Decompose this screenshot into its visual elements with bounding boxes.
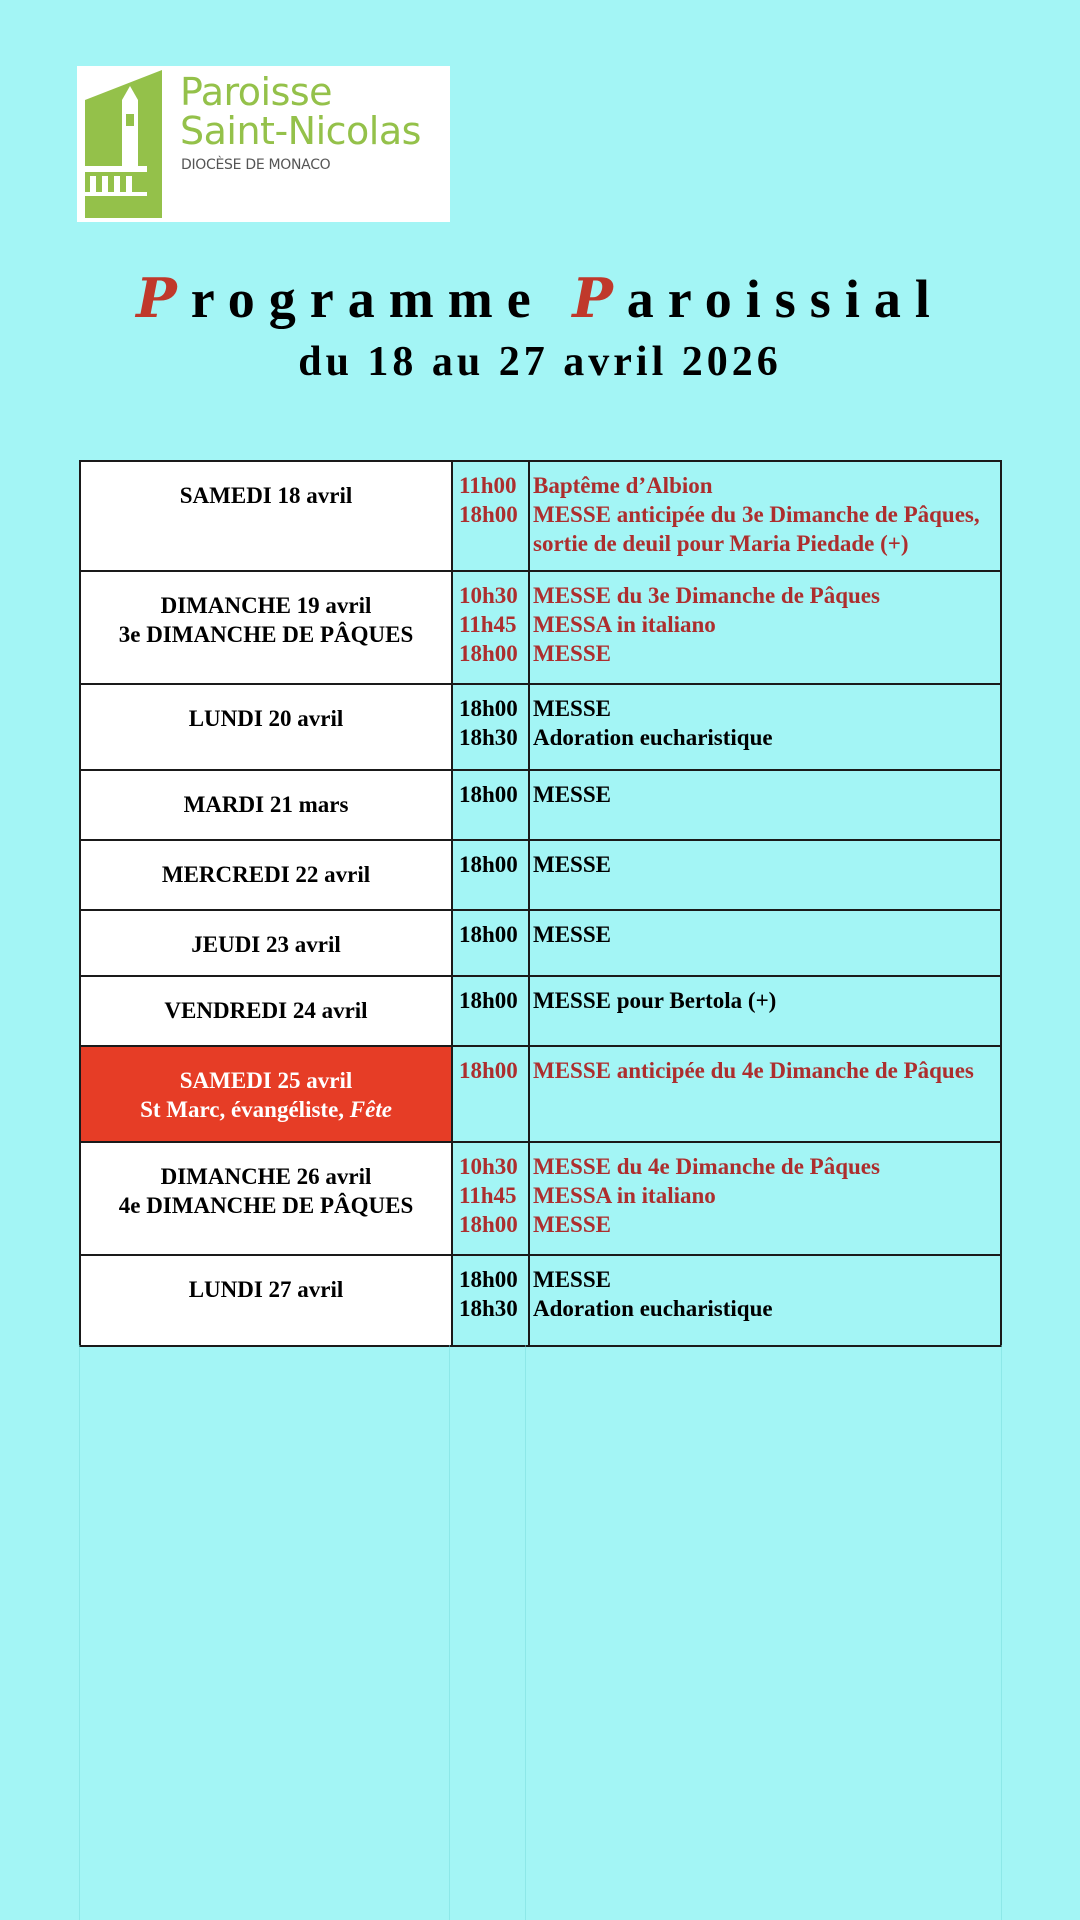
day-label (81, 930, 451, 959)
day-label-text: VENDREDI 24 avril (164, 998, 368, 1023)
church-icon (82, 70, 177, 218)
schedule-row (80, 1142, 1001, 1255)
divider (449, 1345, 450, 1920)
time-cell (452, 770, 529, 840)
event-description: sortie de deuil pour Maria Piedade (+) (533, 531, 909, 556)
day-label-text: MARDI 21 mars (183, 792, 349, 817)
event-time: 10h30 (459, 1154, 518, 1179)
divider (1001, 1345, 1002, 1920)
event-time: 18h00 (459, 922, 518, 947)
page-subtitle: du 18 au 27 avril 2026 (298, 339, 782, 385)
event-description: MESSE (533, 1267, 611, 1292)
schedule-row (80, 1255, 1001, 1346)
event-description: MESSE anticipée du 3e Dimanche de Pâques, (533, 502, 980, 527)
day-label (81, 1162, 451, 1191)
day-cell (80, 770, 452, 840)
day-label (81, 620, 451, 649)
event-description: MESSE (533, 641, 611, 666)
event-cell (529, 1046, 1001, 1142)
event-description: MESSA in italiano (533, 1183, 716, 1208)
divider (79, 1345, 80, 1920)
event-time: 18h00 (459, 502, 518, 527)
event-time: 18h30 (459, 1296, 518, 1321)
title-word-2: aroissial (626, 269, 944, 329)
time-cell (452, 1255, 529, 1346)
event-description: Baptême d’Albion (533, 473, 713, 498)
event-description: MESSE pour Bertola (+) (533, 988, 777, 1013)
schedule-row (80, 1046, 1001, 1142)
day-label-text: SAMEDI 18 avril (179, 483, 353, 508)
day-label-text: DIMANCHE 19 avril (160, 593, 372, 618)
time-cell (452, 976, 529, 1046)
divider (525, 1345, 526, 1920)
day-cell (80, 461, 452, 571)
time-cell (452, 1142, 529, 1255)
day-label-text: LUNDI 27 avril (188, 1277, 344, 1302)
event-cell (529, 840, 1001, 910)
day-cell (80, 910, 452, 976)
event-time: 18h30 (459, 725, 518, 750)
title-word-1: rogramme (190, 269, 545, 329)
day-label-text: DIMANCHE 26 avril (160, 1164, 372, 1189)
event-time: 18h00 (459, 988, 518, 1013)
day-label-text: MERCREDI 22 avril (161, 862, 371, 887)
time-cell (452, 684, 529, 770)
schedule-row (80, 461, 1001, 571)
day-label-text: JEUDI 23 avril (191, 932, 341, 957)
event-description: MESSE (533, 1212, 611, 1237)
feast-label: Fête (349, 1097, 392, 1122)
event-time (459, 529, 528, 558)
event-time: 18h00 (459, 1212, 518, 1237)
schedule-row (80, 910, 1001, 976)
day-label-text: 4e DIMANCHE DE PÂQUES (118, 1193, 414, 1218)
day-label-text: St Marc, évangéliste, (140, 1097, 350, 1122)
event-cell (529, 910, 1001, 976)
event-time: 10h30 (459, 583, 518, 608)
day-cell (80, 1046, 452, 1142)
day-label-text: 3e DIMANCHE DE PÂQUES (118, 622, 414, 647)
event-cell (529, 976, 1001, 1046)
event-description: Adoration eucharistique (533, 1296, 773, 1321)
event-description: MESSE (533, 782, 611, 807)
event-time: 18h00 (459, 782, 518, 807)
day-cell (80, 571, 452, 684)
schedule-row (80, 840, 1001, 910)
day-label (81, 591, 451, 620)
day-label (81, 1066, 451, 1095)
schedule-table (79, 460, 1002, 1347)
schedule-row (80, 770, 1001, 840)
title-initial-1: P (136, 266, 191, 330)
schedule-row (80, 571, 1001, 684)
day-cell (80, 1255, 452, 1346)
day-label (81, 704, 451, 733)
event-cell (529, 571, 1001, 684)
event-cell (529, 1255, 1001, 1346)
schedule-row (80, 976, 1001, 1046)
day-label (81, 860, 451, 889)
event-time: 11h45 (459, 612, 517, 637)
event-description: MESSE du 4e Dimanche de Pâques (533, 1154, 880, 1179)
day-label (81, 790, 451, 819)
event-description: Adoration eucharistique (533, 725, 773, 750)
day-cell (80, 840, 452, 910)
time-cell (452, 461, 529, 571)
day-cell (80, 1142, 452, 1255)
event-cell (529, 684, 1001, 770)
event-time: 18h00 (459, 1267, 518, 1292)
event-description: MESSE (533, 696, 611, 721)
title-initial-2: P (572, 266, 627, 330)
page-title (0, 266, 1080, 330)
day-label-text: SAMEDI 25 avril (179, 1068, 353, 1093)
day-label (81, 1191, 451, 1220)
time-cell (452, 910, 529, 976)
time-cell (452, 571, 529, 684)
parish-logo (77, 66, 450, 222)
event-time: 18h00 (459, 641, 518, 666)
event-time: 11h00 (459, 473, 517, 498)
day-label (81, 996, 451, 1025)
event-description: MESSE du 3e Dimanche de Pâques (533, 583, 880, 608)
event-time: 18h00 (459, 696, 518, 721)
event-cell (529, 1142, 1001, 1255)
time-cell (452, 1046, 529, 1142)
day-cell (80, 684, 452, 770)
day-label (81, 481, 451, 510)
event-description: MESSA in italiano (533, 612, 716, 637)
event-time: 11h45 (459, 1183, 517, 1208)
event-description: MESSE (533, 852, 611, 877)
logo-text-diocese: DIOCÈSE DE MONACO (181, 157, 331, 173)
logo-text-paroisse: Paroisse (180, 70, 333, 114)
event-cell (529, 770, 1001, 840)
event-description: MESSE (533, 922, 611, 947)
day-label (81, 1275, 451, 1304)
time-cell (452, 840, 529, 910)
event-time: 18h00 (459, 1058, 518, 1083)
event-cell (529, 461, 1001, 571)
event-time: 18h00 (459, 852, 518, 877)
event-description: MESSE anticipée du 4e Dimanche de Pâques (533, 1058, 974, 1083)
day-cell (80, 976, 452, 1046)
logo-text-saint-nicolas: Saint-Nicolas (180, 109, 421, 153)
schedule-row (80, 684, 1001, 770)
day-label (81, 1095, 451, 1124)
day-label-text: LUNDI 20 avril (188, 706, 344, 731)
